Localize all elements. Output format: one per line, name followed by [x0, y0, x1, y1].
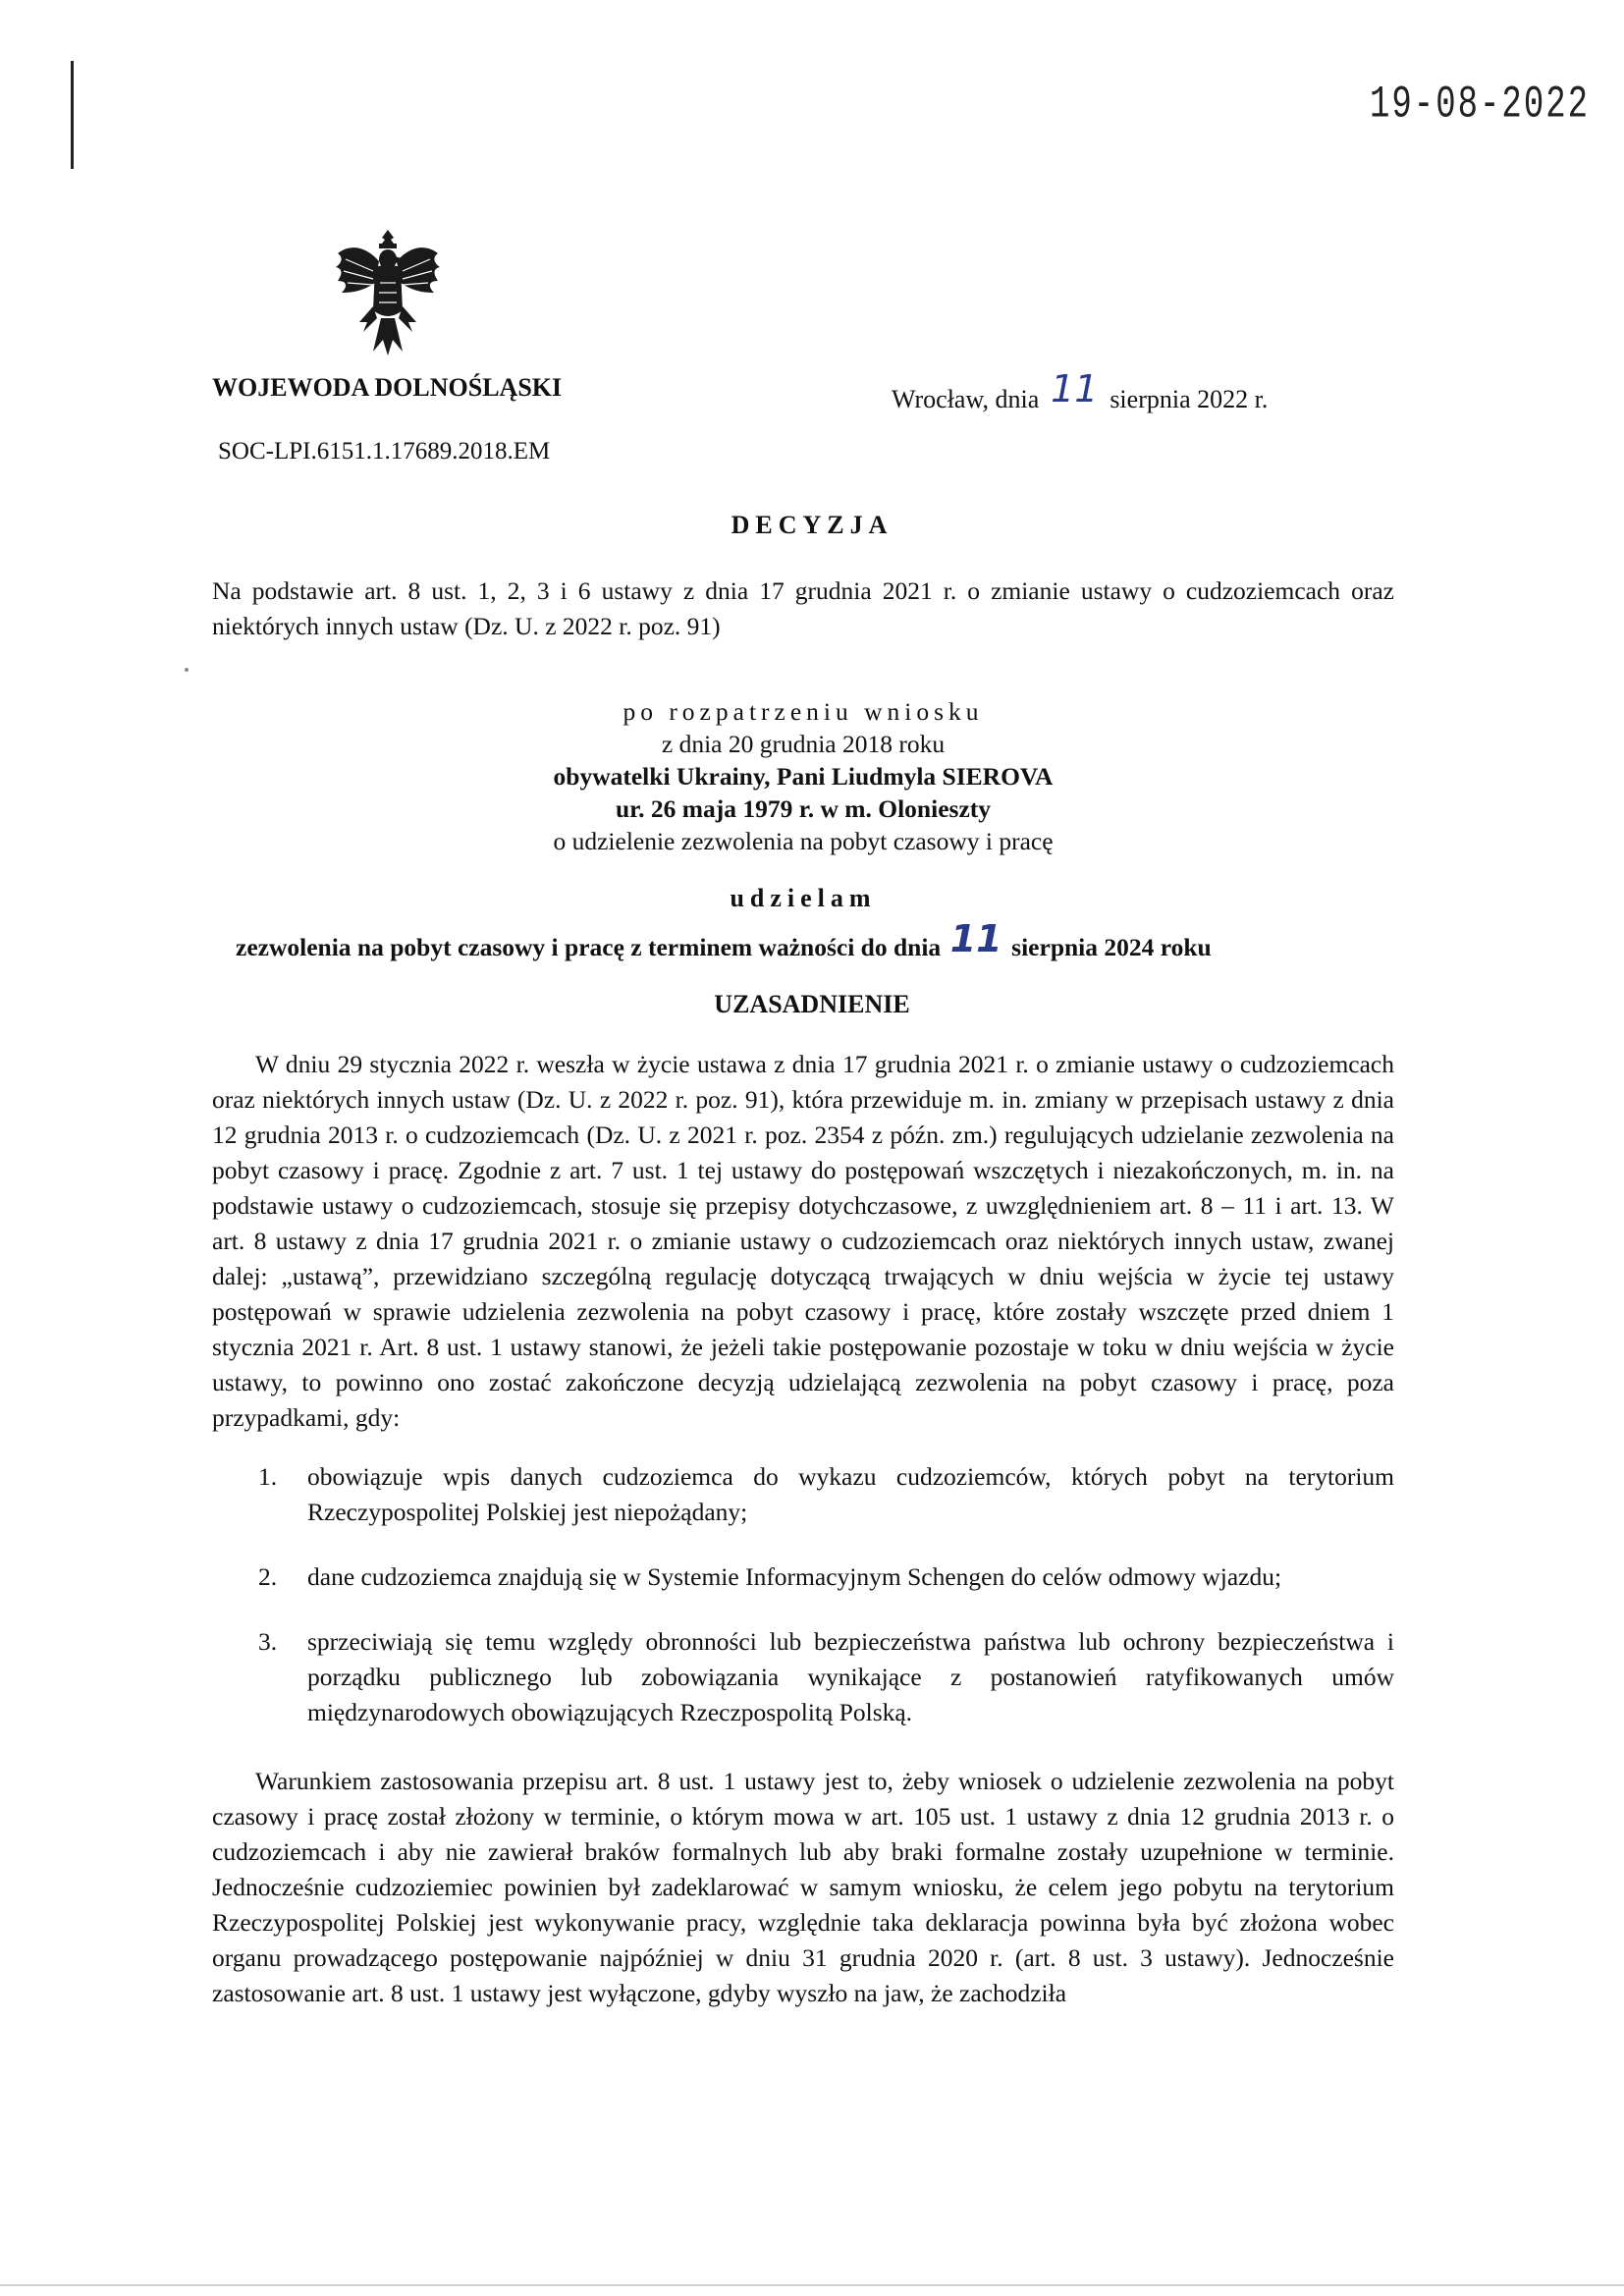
application-subject: o udzielenie zezwolenia na pobyt czasowy i pracę	[553, 827, 1054, 855]
list-item	[212, 1459, 1394, 1530]
polish-eagle-emblem-icon	[334, 224, 442, 361]
legal-basis: Na podstawie art. 8 ust. 1, 2, 3 i 6 ustawy z dnia 17 grudnia 2021 r. o zmianie ustawy o cudzoziemcach oraz niektórych innych ustaw (Dz. U. z 2022 r. poz. 91)	[212, 576, 1394, 640]
handwritten-expiry-day: 11	[949, 917, 1002, 960]
conditions-list	[212, 1459, 1394, 1760]
decision-verb: udzielam	[730, 884, 877, 912]
issuer-name: WOJEWODA DOLNOŚLĄSKI	[212, 373, 563, 402]
applicant-name: obywatelki Ukrainy, Pani Liudmyla SIEROVA	[553, 762, 1054, 791]
list-item-text: dane cudzoziemca znajdują się w Systemie Informacyjnym Schengen do celów odmowy wjazdu;	[307, 1562, 1282, 1591]
grant-suffix: sierpnia 2024 roku	[1011, 933, 1212, 961]
justification-title: UZASADNIENIE	[714, 990, 910, 1018]
reference-number: SOC-LPI.6151.1.17689.2018.EM	[218, 438, 551, 465]
scan-speck	[185, 668, 189, 672]
place-and-date	[892, 367, 1269, 416]
list-item	[212, 1624, 1394, 1730]
decision-grant	[236, 917, 1212, 964]
scan-bottom-edge	[0, 2284, 1624, 2286]
scan-margin-mark	[71, 61, 74, 169]
application-block	[212, 695, 1394, 857]
list-item-text: sprzeciwiają się temu względy obronności lub bezpieczeństwa państwa lub ochrony bezpieczeństwa i porządku publicznego lub zobowiązania wynikające z postanowień ratyfikowanych umów międzynarodowych obowiązujących Rzeczpospolitą Polską.	[307, 1627, 1394, 1726]
application-date: z dnia 20 grudnia 2018 roku	[661, 730, 946, 758]
place-suffix: sierpnia 2022 r.	[1110, 385, 1269, 413]
applicant-birth: ur. 26 maja 1979 r. w m. Olonieszty	[615, 794, 991, 823]
received-date-stamp: 19-08-2022	[1370, 81, 1591, 132]
list-item-number: 1.	[258, 1462, 278, 1491]
document-title: DECYZJA	[731, 511, 893, 539]
list-item-number: 2.	[258, 1562, 278, 1591]
list-item-number: 3.	[258, 1627, 278, 1656]
justification-paragraph-2: Warunkiem zastosowania przepisu art. 8 ust. 1 ustawy jest to, żeby wniosek o udzielenie zezwolenia na pobyt czasowy i pracę został złożony w terminie, o którym mowa w art. 105 ust. 1 ustawy z dnia 12 grudnia 2013 r. o cudzoziemcach i aby nie zawierał braków formalnych lub aby braki formalne zostały uzupełnione w terminie. Jednocześnie cudzoziemiec powinien był zadeklarować w samym wniosku, że celem jego pobytu na terytorium Rzeczypospolitej Polskiej jest wykonywanie pracy, względnie taka deklaracja powinna była być złożona wobec organu prowadzącego postępowanie najpóźniej w dniu 31 grudnia 2020 r. (art. 8 ust. 3 ustawy). Jednocześnie zastosowanie art. 8 ust. 1 ustawy jest wyłączone, gdyby wyszło na jaw, że zachodziła	[212, 1767, 1394, 2007]
grant-prefix: zezwolenia na pobyt czasowy i pracę z terminem ważności do dnia	[236, 933, 942, 961]
place-prefix: Wrocław, dnia	[892, 385, 1040, 413]
application-line-1: po rozpatrzeniu wniosku	[623, 697, 984, 726]
list-item-text: obowiązuje wpis danych cudzoziemca do wykazu cudzoziemców, których pobyt na terytorium Rzeczypospolitej Polskiej jest niepożądany;	[307, 1462, 1394, 1526]
justification-paragraph-1: W dniu 29 stycznia 2022 r. weszła w życie ustawa z dnia 17 grudnia 2021 r. o zmianie ustawy o cudzoziemcach oraz niektórych innych ustaw (Dz. U. z 2022 r. poz. 91), która przewiduje m. in. zmiany w przepisach ustawy z dnia 12 grudnia 2013 r. o cudzoziemcach (Dz. U. z 2021 r. poz. 2354 z późn. zm.) regulujących udzielanie zezwolenia na pobyt czasowy i pracę. Zgodnie z art. 7 ust. 1 tej ustawy do postępowań wszczętych i niezakończonych, m. in. na podstawie ustawy o cudzoziemcach, stosuje się przepisy dotychczasowe, z uwzględnieniem art. 8 – 11 i art. 13. W art. 8 ustawy z dnia 17 grudnia 2021 r. o zmianie ustawy o cudzoziemcach oraz niektórych innych ustaw, zwanej dalej: „ustawą”, przewidziano szczególną regulację dotyczącą trwających w dniu wejścia w życie tej ustawy postępowań w sprawie udzielenia zezwolenia na pobyt czasowy i pracę, które zostały wszczęte przed dniem 1 stycznia 2021 r. Art. 8 ust. 1 ustawy stanowi, że jeżeli takie postępowanie pozostaje w toku w dniu wejścia w życie ustawy, to powinno ono zostać zakończone decyzją udzielającą zezwolenia na pobyt czasowy i pracę, poza przypadkami, gdy:	[212, 1050, 1394, 1432]
handwritten-day: 11	[1051, 367, 1099, 410]
list-item	[212, 1559, 1394, 1595]
